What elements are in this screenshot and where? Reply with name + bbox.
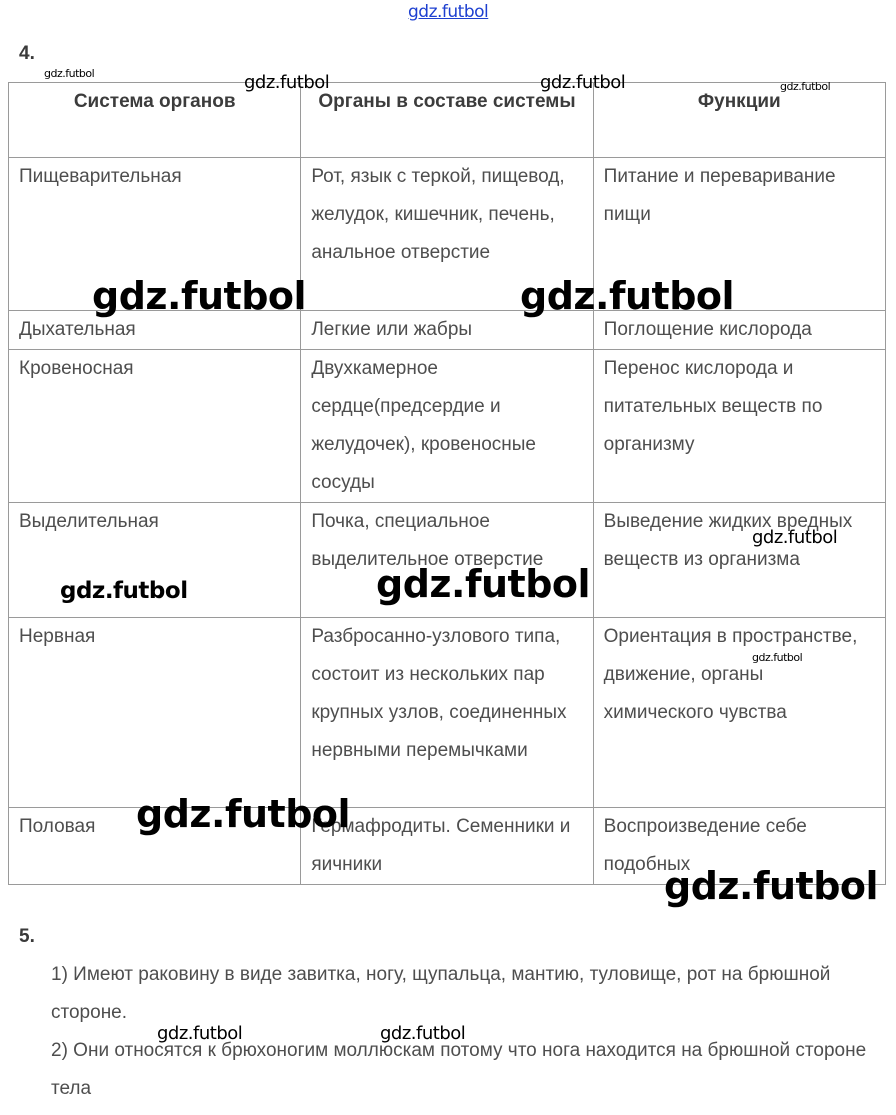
cell-system: Нервная — [9, 618, 301, 808]
watermark: gdz.futbol — [520, 274, 735, 318]
cell-organs: Гермафродиты. Семенники и яичники — [301, 808, 593, 885]
watermark-link[interactable]: gdz.futbol — [408, 2, 489, 22]
cell-functions: Ориентация в пространстве, движение, органы химического чувства — [593, 618, 885, 808]
table-row — [9, 618, 886, 808]
cell-functions: Питание и переваривание пищи — [593, 158, 885, 311]
watermark: gdz.futbol — [664, 864, 879, 908]
cell-organs: Двухкамерное сердце(предсердие и желудочек), кровеносные сосуды — [301, 350, 593, 503]
header-system: Система органов — [9, 83, 301, 158]
watermark: gdz.futbol — [92, 274, 307, 318]
watermark: gdz.futbol — [752, 527, 838, 548]
header-functions: Функции — [593, 83, 885, 158]
watermark: gdz.futbol — [136, 792, 351, 836]
cell-organs: Легкие или жабры — [301, 311, 593, 350]
answer-1: 1) Имеют раковину в виде завитка, ногу, щупальца, мантию, туловище, рот на брюшной стороне. — [51, 964, 831, 1023]
organ-systems-table — [8, 82, 886, 885]
watermark: gdz.futbol — [244, 72, 330, 93]
cell-functions: Выведение жидких вредных веществ из организма — [593, 503, 885, 618]
cell-organs: Почка, специальное выделительное отверстие — [301, 503, 593, 618]
watermark: gdz.futbol — [752, 651, 803, 664]
table-header-row — [9, 83, 886, 158]
cell-system: Выделительная — [9, 503, 301, 618]
task-5-number: 5. — [19, 926, 35, 947]
task-4-number: 4. — [19, 43, 35, 64]
watermark: gdz.futbol — [380, 1023, 466, 1044]
watermark: gdz.futbol — [44, 67, 95, 80]
cell-system: Кровеносная — [9, 350, 301, 503]
table-row — [9, 350, 886, 503]
cell-system: Половая — [9, 808, 301, 885]
watermark: gdz.futbol — [780, 80, 831, 93]
cell-organs: Разбросанно-узлового типа, состоит из нескольких пар крупных узлов, соединенных нервными перемычками — [301, 618, 593, 808]
watermark: gdz.futbol — [376, 562, 591, 606]
cell-system: Дыхательная — [9, 311, 301, 350]
answer-2: 2) Они относятся к брюхоногим моллюскам потому что нога находится на брюшной стороне тела — [51, 1040, 867, 1099]
watermark: gdz.futbol — [60, 578, 188, 604]
cell-functions: Воспроизведение себе подобных — [593, 808, 885, 885]
cell-organs: Рот, язык с теркой, пищевод, желудок, кишечник, печень, анальное отверстие — [301, 158, 593, 311]
cell-functions: Перенос кислорода и питательных веществ по организму — [593, 350, 885, 503]
header-organs: Органы в составе системы — [301, 83, 593, 158]
watermark: gdz.futbol — [157, 1023, 243, 1044]
watermark: gdz.futbol — [540, 72, 626, 93]
cell-system: Пищеварительная — [9, 158, 301, 311]
cell-functions: Поглощение кислорода — [593, 311, 885, 350]
